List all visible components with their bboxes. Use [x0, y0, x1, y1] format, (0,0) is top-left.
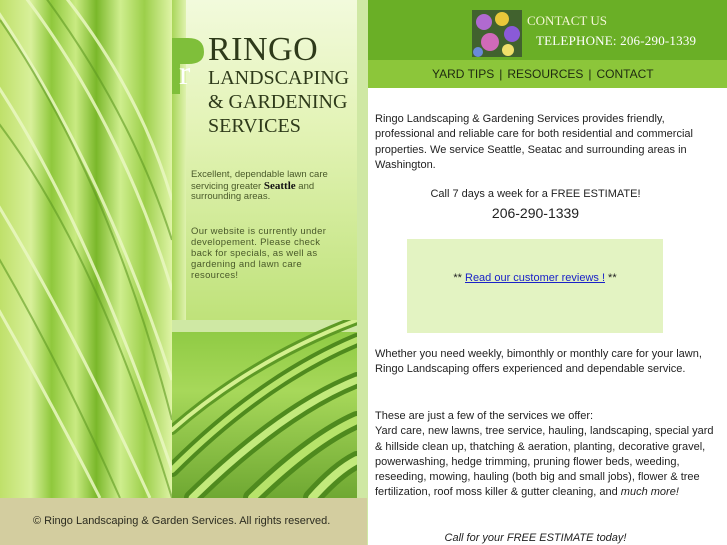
footer	[0, 498, 367, 545]
main-content	[368, 88, 727, 545]
telephone-number: TELEPHONE: 206-290-1339	[536, 33, 697, 48]
logo-r-icon	[166, 34, 206, 98]
logo-wordmark	[208, 31, 358, 138]
reviews-box	[407, 239, 663, 333]
development-note: Our website is currently under developement. Please check back for specials, as well as gardening and lawn care resources!	[191, 226, 327, 281]
review-prefix: **	[453, 272, 465, 284]
divider-strip	[357, 0, 367, 545]
nav-separator: |	[499, 67, 503, 81]
main-nav	[368, 60, 727, 88]
contact-header	[368, 0, 727, 60]
logo-letter: r	[179, 55, 191, 92]
lawn-field-image	[172, 320, 357, 498]
contact-us-link[interactable]: CONTACT US	[527, 13, 607, 28]
nav-separator: |	[588, 67, 592, 81]
services-list: Yard care, new lawns, tree service, hauling, landscaping, special yard & hillside clean up, thatching & aeration, planting, decorative gravel, powerwashing, hedge trimming, pruning flower beds, weeding, reseeding, mowing, hauling (both big and small jobs), flower & tree fertilization, roof moss killer & gutter cleaning, and	[375, 425, 714, 499]
intro-paragraph: Ringo Landscaping & Gardening Services provides friendly, professional and reliable care for both residential and commercial properties. We service Seattle, Seatac and surrounding areas in Washington.	[375, 113, 693, 171]
tagline	[191, 170, 341, 203]
services-more: much more!	[620, 486, 679, 499]
flower-photo	[472, 10, 522, 57]
final-call-to-action: Call for your FREE ESTIMATE today!	[444, 532, 627, 544]
nav-contact[interactable]: CONTACT	[596, 67, 654, 81]
free-estimate-call: Call 7 days a week for a FREE ESTIMATE!	[430, 188, 641, 200]
logo-line-landscaping: LANDSCAPING	[208, 67, 350, 89]
tagline-post: and surrounding areas.	[191, 180, 315, 202]
services-intro: These are just a few of the services we offer:	[375, 410, 594, 422]
logo-line-gardening: & GARDENING	[208, 91, 348, 113]
logo-line-ringo: RINGO	[208, 31, 319, 68]
tagline-city: Seattle	[263, 179, 296, 192]
services-paragraph	[375, 409, 715, 501]
palm-leaf-image	[0, 0, 172, 498]
tagline-pre: Excellent, dependable lawn care servicing greater	[191, 169, 328, 192]
copyright-text: © Ringo Landscaping & Garden Services. All rights reserved.	[33, 515, 331, 527]
care-paragraph: Whether you need weekly, bimonthly or monthly care for your lawn, Ringo Landscaping offers experienced and dependable service.	[375, 348, 702, 376]
phone-number: 206-290-1339	[491, 205, 580, 221]
nav-resources[interactable]: RESOURCES	[507, 67, 584, 81]
logo-line-services: SERVICES	[208, 115, 301, 137]
nav-yard-tips[interactable]: YARD TIPS	[432, 67, 495, 81]
review-suffix: **	[605, 272, 617, 284]
customer-reviews-link[interactable]: Read our customer reviews !	[465, 272, 605, 284]
